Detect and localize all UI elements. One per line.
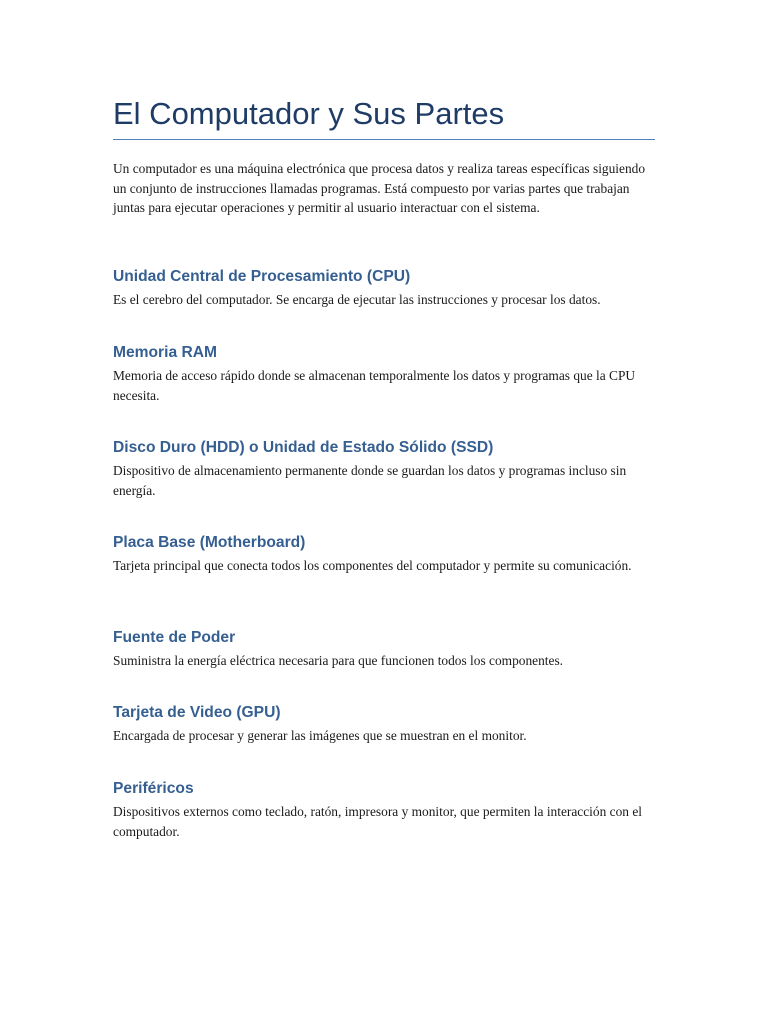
section-heading-power-supply: Fuente de Poder <box>113 629 236 646</box>
section-body-gpu: Encargada de procesar y generar las imágenes que se muestran en el monitor. <box>113 728 527 743</box>
document-title: El Computador y Sus Partes <box>113 96 505 131</box>
section-body-cpu: Es el cerebro del computador. Se encarga de ejecutar las instrucciones y procesar los datos. <box>113 292 601 307</box>
section-gpu <box>113 702 655 746</box>
section-body-ram: Memoria de acceso rápido donde se almacenan temporalmente los datos y programas que la CPU necesita. <box>113 368 636 403</box>
section-cpu <box>113 266 655 310</box>
section-peripherals <box>113 778 655 841</box>
section-ram <box>113 342 655 405</box>
section-heading-ram: Memoria RAM <box>113 344 217 361</box>
section-heading-peripherals: Periféricos <box>113 780 194 797</box>
title-underline-rule <box>113 139 655 140</box>
section-power-supply <box>113 627 655 671</box>
section-body-peripherals: Dispositivos externos como teclado, ratón, impresora y monitor, que permiten la interacción con el computador. <box>113 804 642 839</box>
section-body-motherboard: Tarjeta principal que conecta todos los componentes del computador y permite su comunicación. <box>113 558 632 573</box>
section-storage <box>113 437 655 500</box>
section-heading-storage: Disco Duro (HDD) o Unidad de Estado Sólido (SSD) <box>113 439 494 456</box>
section-motherboard <box>113 532 655 576</box>
intro-paragraph: Un computador es una máquina electrónica que procesa datos y realiza tareas específicas siguiendo un conjunto de instrucciones llamadas programas. Está compuesto por varias partes que trabajan juntas para ejecutar operaciones y permitir al usuario interactuar con el sistema. <box>113 161 646 215</box>
section-heading-gpu: Tarjeta de Video (GPU) <box>113 704 281 721</box>
section-heading-cpu: Unidad Central de Procesamiento (CPU) <box>113 268 411 285</box>
section-body-power-supply: Suministra la energía eléctrica necesaria para que funcionen todos los componentes. <box>113 653 564 668</box>
section-heading-motherboard: Placa Base (Motherboard) <box>113 534 306 551</box>
section-body-storage: Dispositivo de almacenamiento permanente donde se guardan los datos y programas incluso sin energía. <box>113 463 627 498</box>
